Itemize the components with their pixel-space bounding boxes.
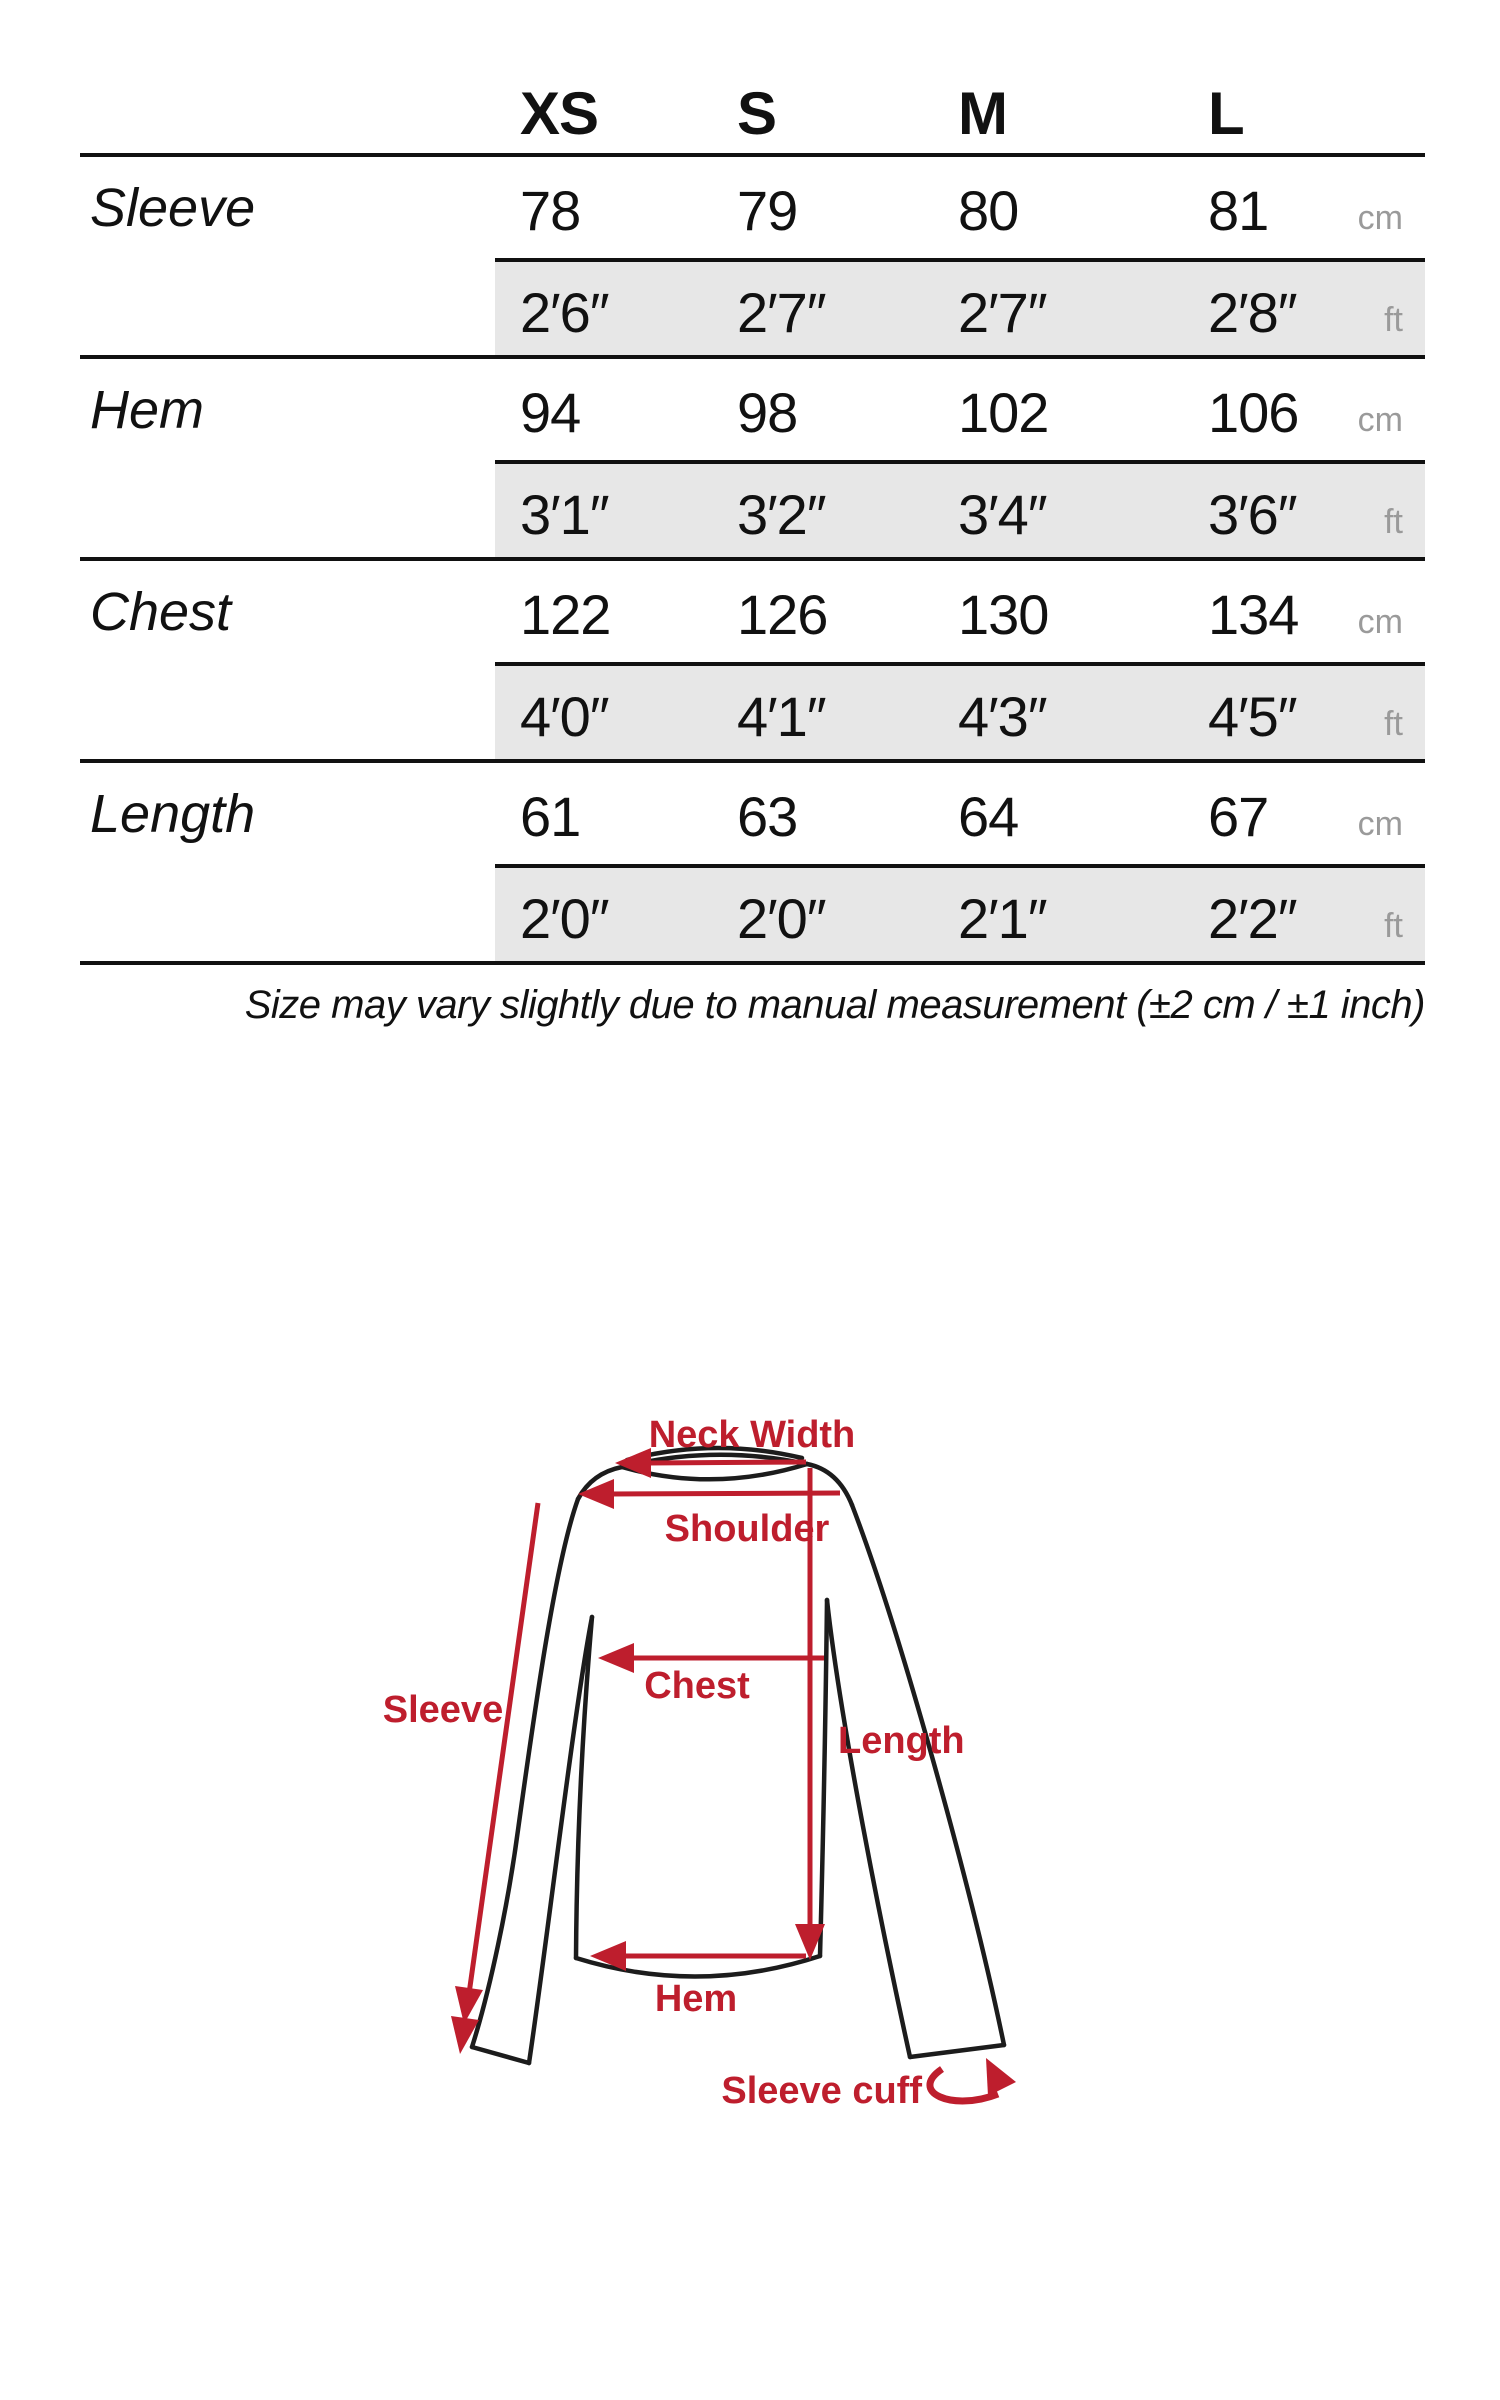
sleeve-xs-ft: 2′6″: [520, 281, 609, 344]
length-xs-cm: 61: [520, 785, 581, 848]
right-shoulder-line: [807, 1464, 852, 1505]
hem-m-ft: 3′4″: [958, 483, 1047, 546]
chest-xs-cm: 122: [520, 583, 611, 646]
length-l-ft: 2′2″: [1208, 887, 1297, 950]
diagram-label-chest: Chest: [644, 1665, 750, 1707]
diagram-label-neck-width: Neck Width: [648, 1414, 856, 1456]
sleeve-s-cm: 79: [737, 179, 798, 242]
right-body-line: [820, 1600, 827, 1956]
unit-label-cm: cm: [1357, 199, 1403, 237]
hem-l-cm: 106: [1208, 381, 1299, 444]
length-xs-ft: 2′0″: [520, 887, 609, 950]
unit-label-cm: cm: [1357, 603, 1403, 641]
neck-width-arrowhead: [615, 1448, 651, 1478]
length-s-cm: 63: [737, 785, 798, 848]
diagram-label-shoulder: Shoulder: [664, 1508, 830, 1550]
diagram-label-length: Length: [838, 1720, 965, 1762]
left-cuff-line: [472, 2047, 529, 2063]
hem-m-cm: 102: [958, 381, 1049, 444]
col-header-l: L: [1208, 80, 1244, 147]
chest-l-ft: 4′5″: [1208, 685, 1297, 748]
unit-label-cm: cm: [1357, 805, 1403, 843]
sleeve-l-cm: 81: [1208, 179, 1269, 242]
sleeve-m-cm: 80: [958, 179, 1019, 242]
diagram-label-sleeve: Sleeve: [382, 1689, 504, 1731]
col-header-xs: XS: [520, 80, 599, 147]
hem-xs-ft: 3′1″: [520, 483, 609, 546]
sleeve-l-ft: 2′8″: [1208, 281, 1297, 344]
sleeve-s-ft: 2′7″: [737, 281, 826, 344]
unit-label-ft: ft: [1384, 301, 1403, 339]
row-label-length: Length: [90, 784, 256, 844]
length-s-ft: 2′0″: [737, 887, 826, 950]
hem-xs-cm: 94: [520, 381, 581, 444]
neck-width-arrow: [647, 1462, 806, 1463]
hem-s-ft: 3′2″: [737, 483, 826, 546]
length-m-cm: 64: [958, 785, 1019, 848]
sleeve-cuff-arrowhead: [986, 2058, 1016, 2096]
length-l-cm: 67: [1208, 785, 1269, 848]
col-header-s: S: [737, 80, 777, 147]
unit-label-cm: cm: [1357, 401, 1403, 439]
unit-label-ft: ft: [1384, 503, 1403, 541]
sleeve-xs-cm: 78: [520, 179, 581, 242]
col-header-m: M: [958, 80, 1007, 147]
chest-m-ft: 4′3″: [958, 685, 1047, 748]
right-cuff-line: [910, 2045, 1004, 2057]
measurement-note: Size may vary slightly due to manual measurement (±2 cm / ±1 inch): [244, 983, 1425, 1027]
chest-m-cm: 130: [958, 583, 1049, 646]
chest-l-cm: 134: [1208, 583, 1299, 646]
sleeve-m-ft: 2′7″: [958, 281, 1047, 344]
shoulder-arrowhead: [578, 1479, 614, 1509]
row-label-sleeve: Sleeve: [90, 178, 256, 238]
row-label-hem: Hem: [90, 380, 205, 440]
hem-l-ft: 3′6″: [1208, 483, 1297, 546]
shoulder-arrow: [610, 1493, 840, 1494]
unit-label-ft: ft: [1384, 705, 1403, 743]
length-m-ft: 2′1″: [958, 887, 1047, 950]
unit-label-ft: ft: [1384, 907, 1403, 945]
chest-s-cm: 126: [737, 583, 828, 646]
right-sleeve-inner-line: [827, 1600, 910, 2057]
row-label-chest: Chest: [90, 582, 232, 642]
right-sleeve-outer-line: [852, 1505, 1004, 2045]
hem-s-cm: 98: [737, 381, 798, 444]
diagram-label-sleeve-cuff: Sleeve cuff: [721, 2070, 922, 2112]
chest-s-ft: 4′1″: [737, 685, 826, 748]
chest-xs-ft: 4′0″: [520, 685, 609, 748]
diagram-label-hem: Hem: [654, 1978, 738, 2020]
chest-arrowhead: [598, 1643, 634, 1673]
